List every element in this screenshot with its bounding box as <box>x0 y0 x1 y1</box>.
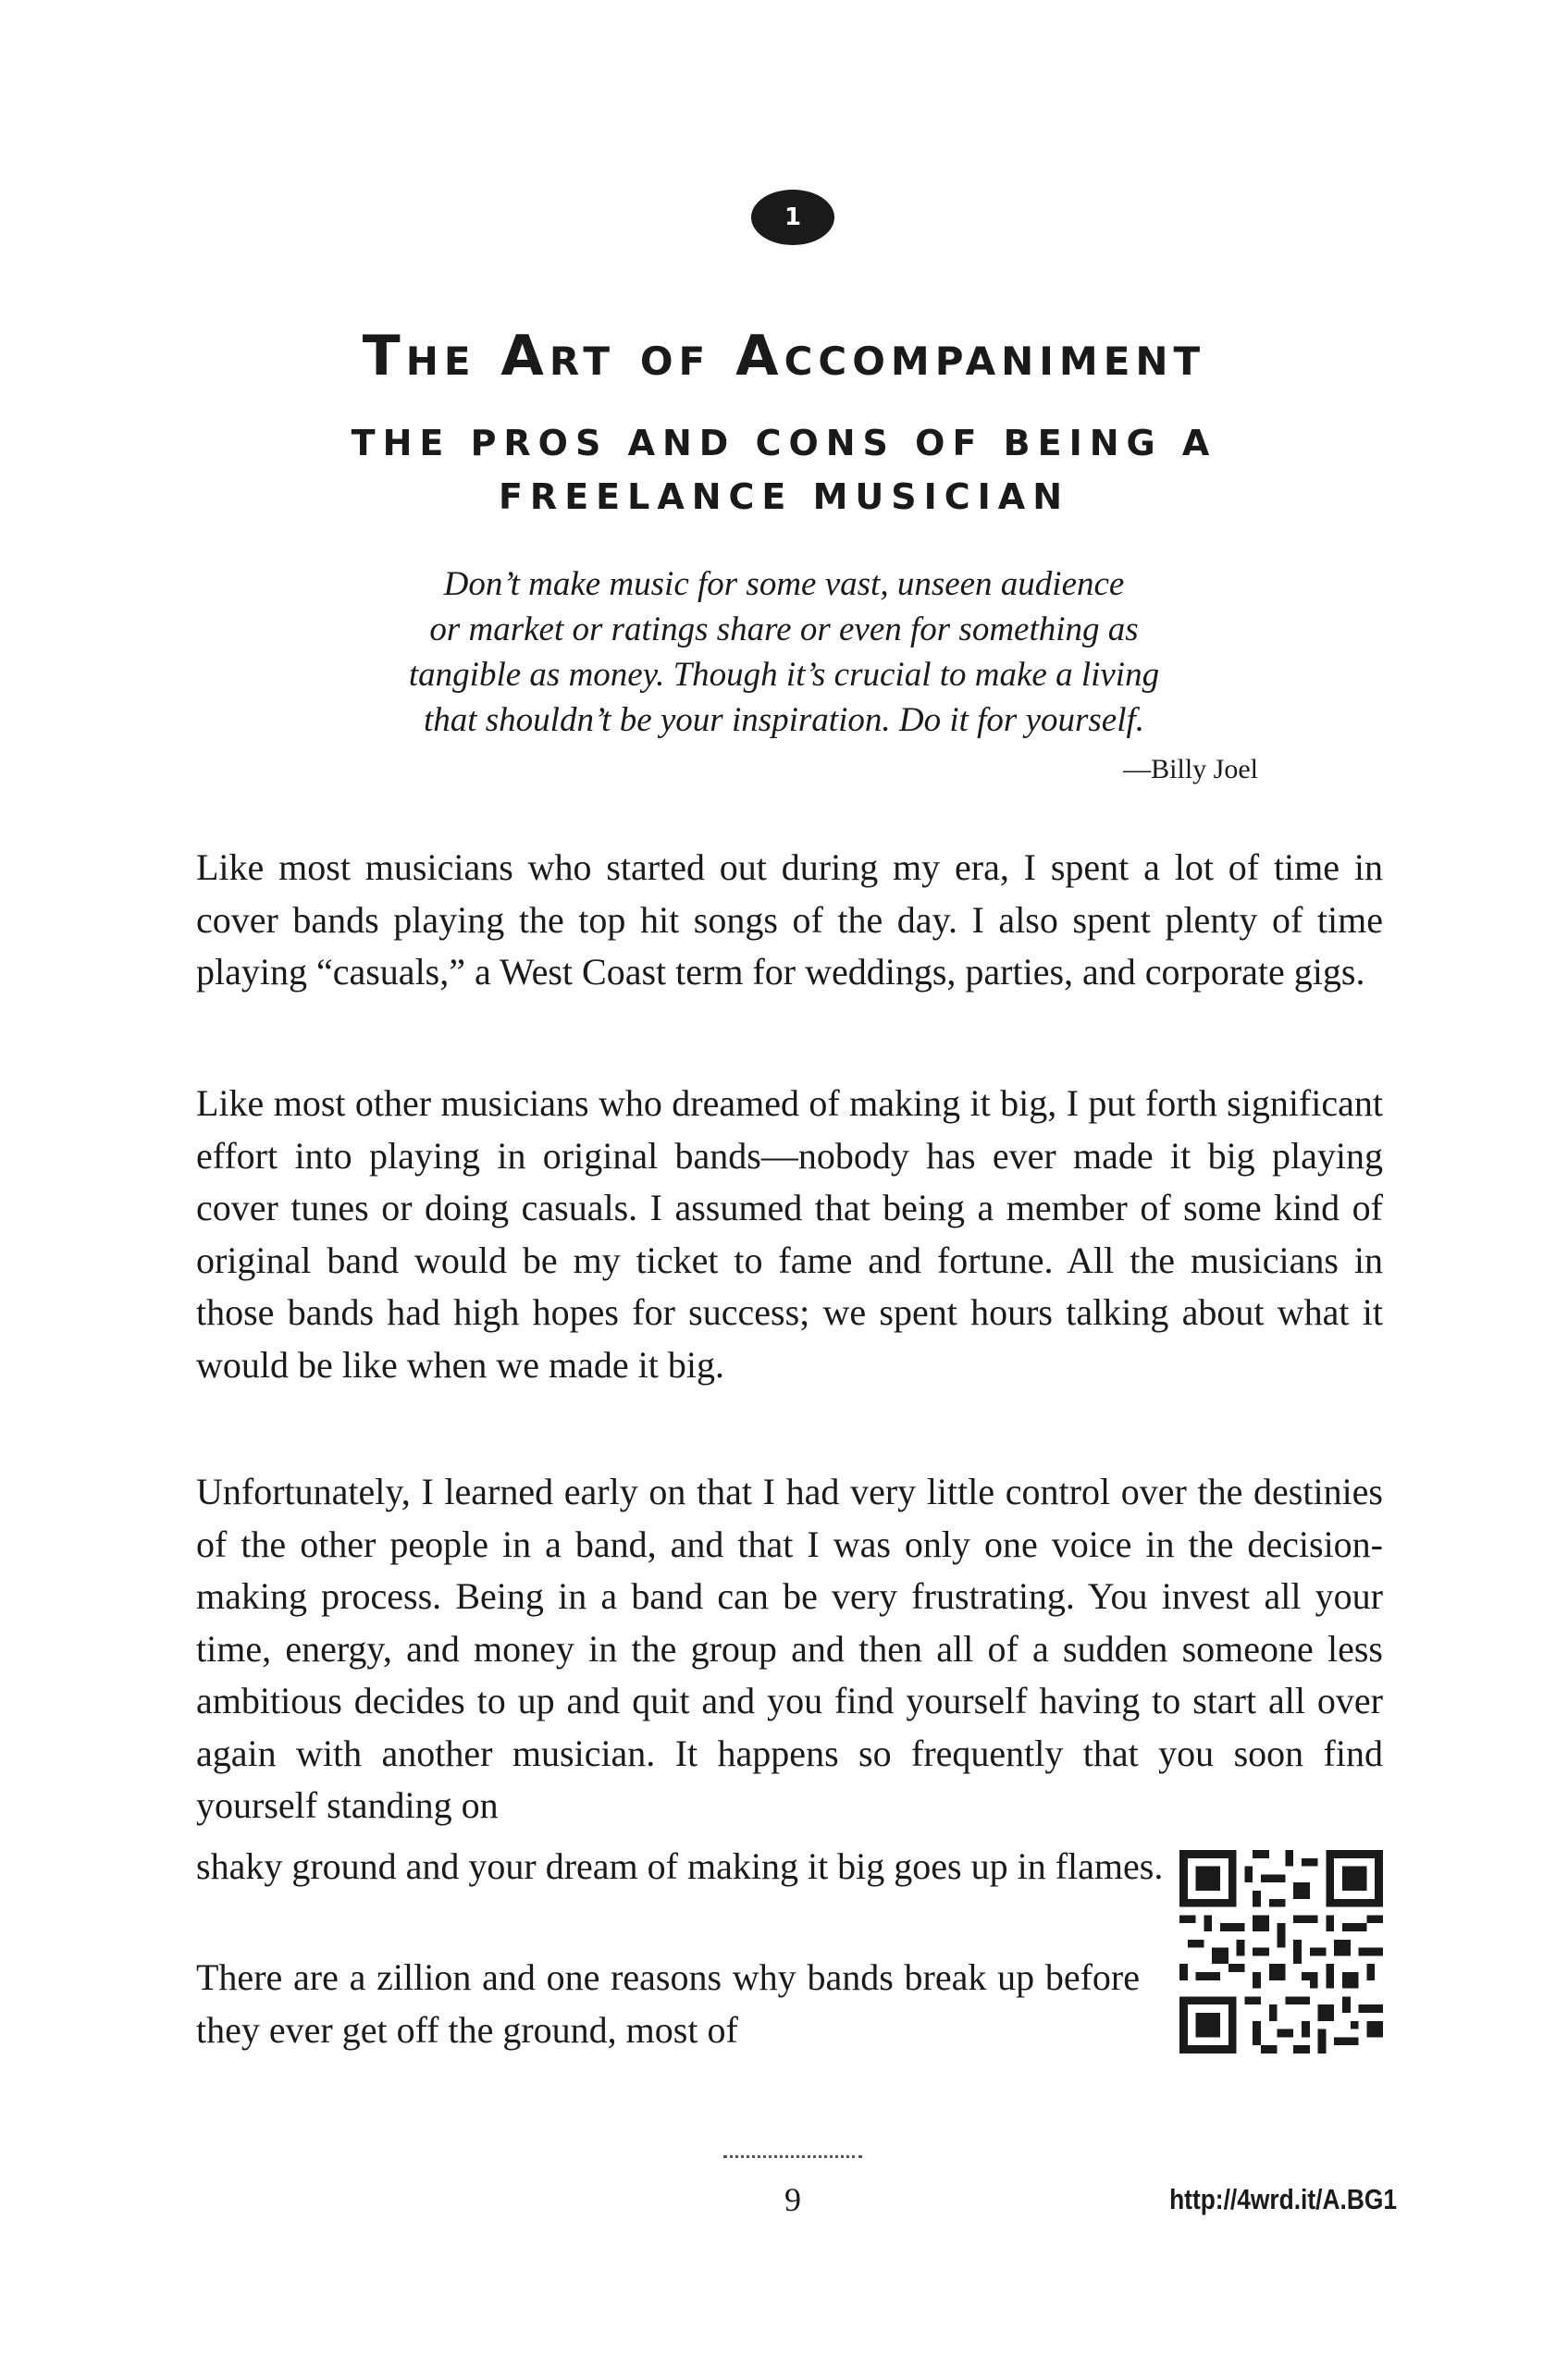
chapter-subtitle: THE PROS AND CONS OF BEING A FREELANCE MUSICIAN <box>351 423 1217 517</box>
epigraph-attribution: —Billy Joel <box>1123 754 1258 784</box>
epigraph-line: Don’t make music for some vast, unseen audience <box>443 565 1125 603</box>
epigraph-line: or market or ratings share or even for something as <box>429 610 1139 648</box>
page-number: 9 <box>784 2181 801 2218</box>
chapter-title: The Art of Accompaniment <box>362 324 1206 388</box>
footer-divider <box>723 2155 862 2158</box>
footer-url-link[interactable]: http://4wrd.it/A.BG1 <box>1169 2183 1397 2215</box>
chapter-number-badge <box>751 190 834 245</box>
chapter-number: 1 <box>784 204 802 231</box>
epigraph-quote <box>342 561 1226 743</box>
body-paragraph: Unfortunately, I learned early on that I had very little control over the destinies of the other people in a band, and that I was only one voice in the decision-making process. Being in a band can be very frustrating. You invest all your time, energy, and money in the group and then all of a sudden someone less ambitious decides to up and quit and you find yourself having to start all over again with another musician. It happens so frequently that you soon find yourself standing on <box>196 1471 1383 1826</box>
qr-code-icon[interactable] <box>1179 1850 1383 2054</box>
body-paragraph: Like most other musicians who dreamed of making it big, I put forth significant effort into playing in original bands—nobody has ever made it big playing cover tunes or doing casuals. I assumed that being a member of some kind of original band would be my ticket to fame and fortune. All the musicians in those bands had high hopes for success; we spent hours talking about what it would be like when we made it big. <box>196 1082 1383 1386</box>
epigraph-line: tangible as money. Though it’s crucial to make a living <box>408 656 1160 694</box>
body-paragraph: Like most musicians who started out during my era, I spent a lot of time in cover bands playing the top hit songs of the day. I also spent plenty of time playing “casuals,” a West Coast term for weddings, parties, and corporate gigs. <box>196 846 1383 993</box>
body-paragraph: There are a zillion and one reasons why bands break up before they ever get off the ground, most of <box>196 1956 1140 2051</box>
body-paragraph-continued: shaky ground and your dream of making it big goes up in flames. <box>196 1845 1164 1887</box>
epigraph-line: that shouldn’t be your inspiration. Do it for yourself. <box>423 701 1145 739</box>
